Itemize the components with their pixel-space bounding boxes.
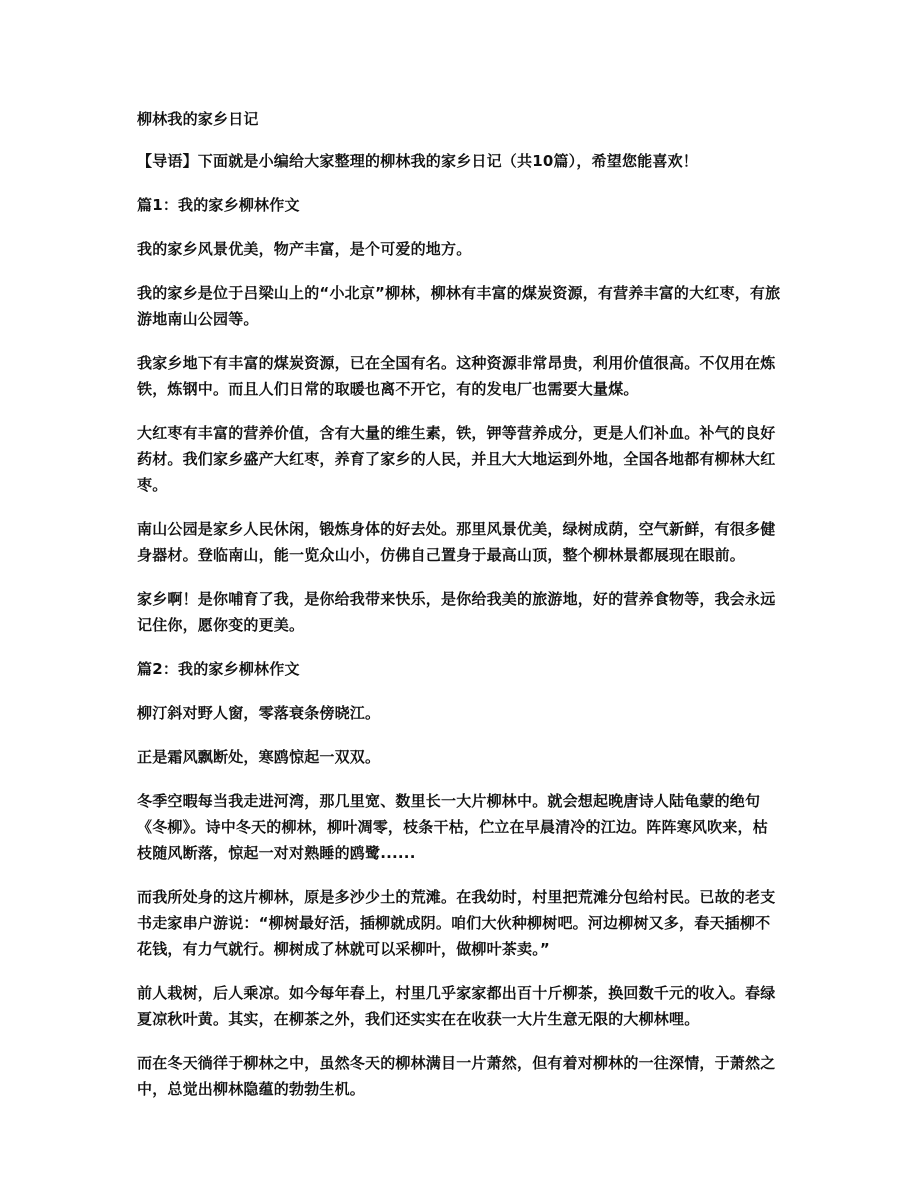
section-heading-2: 篇2：我的家乡柳林作文 xyxy=(137,660,300,678)
section-heading-1: 篇1：我的家乡柳林作文 xyxy=(137,196,300,214)
paragraph: 我的家乡风景优美，物产丰富，是个可爱的地方。 xyxy=(137,240,472,258)
paragraph: 正是霜风飘断处，寒鸥惊起一双双。 xyxy=(137,748,381,766)
document-body xyxy=(137,106,783,1120)
document-title: 柳林我的家乡日记 xyxy=(137,110,259,128)
paragraph: 冬季空暇每当我走进河湾，那几里宽、数里长一大片柳林中。就会想起晚唐诗人陆龟蒙的绝句《冬柳》。诗中冬天的柳林，柳叶凋零，枝条干枯，伫立在早晨清冷的江边。阵阵寒风吹来，枯枝随风断落，惊起一对对熟睡的鸥鹭...... xyxy=(137,792,768,862)
paragraph: 大红枣有丰富的营养价值，含有大量的维生素，铁，钾等营养成分，更是人们补血。补气的良好药材。我们家乡盛产大红枣，养育了家乡的人民，并且大大地运到外地，全国各地都有柳林大红枣。 xyxy=(137,424,776,494)
paragraph: 而我所处身的这片柳林，原是多沙少土的荒滩。在我幼时，村里把荒滩分包给村民。已故的老支书走家串户游说：“柳树最好活，插柳就成阴。咱们大伙种柳树吧。河边柳树又多，春天插柳不花钱，有力气就行。柳树成了林就可以采柳叶，做柳叶茶卖。” xyxy=(137,888,776,958)
paragraph: 柳汀斜对野人窗，零落衰条傍晓江。 xyxy=(137,704,381,722)
paragraph: 家乡啊！是你哺育了我，是你给我带来快乐，是你给我美的旅游地，好的营养食物等，我会永远记住你，愿你变的更美。 xyxy=(137,590,776,634)
intro-paragraph: 【导语】下面就是小编给大家整理的柳林我的家乡日记（共10篇），希望您能喜欢！ xyxy=(137,152,698,170)
paragraph: 我的家乡是位于吕梁山上的“小北京”柳林，柳林有丰富的煤炭资源，有营养丰富的大红枣，有旅游地南山公园等。 xyxy=(137,284,781,328)
paragraph: 而在冬天徜徉于柳林之中，虽然冬天的柳林满目一片萧然，但有着对柳林的一往深情，于萧然之中，总觉出柳林隐蕴的勃勃生机。 xyxy=(137,1054,776,1098)
paragraph: 我家乡地下有丰富的煤炭资源，已在全国有名。这种资源非常昂贵，利用价值很高。不仅用在炼铁，炼钢中。而且人们日常的取暖也离不开它，有的发电厂也需要大量煤。 xyxy=(137,354,776,398)
paragraph: 前人栽树，后人乘凉。如今每年春上，村里几乎家家都出百十斤柳茶，换回数千元的收入。春绿夏凉秋叶黄。其实，在柳茶之外，我们还实实在在收获一大片生意无限的大柳林哩。 xyxy=(137,984,776,1028)
paragraph: 南山公园是家乡人民休闲，锻炼身体的好去处。那里风景优美，绿树成荫，空气新鲜，有很多健身器材。登临南山，能一览众山小，仿佛自己置身于最高山顶，整个柳林景都展现在眼前。 xyxy=(137,520,776,564)
